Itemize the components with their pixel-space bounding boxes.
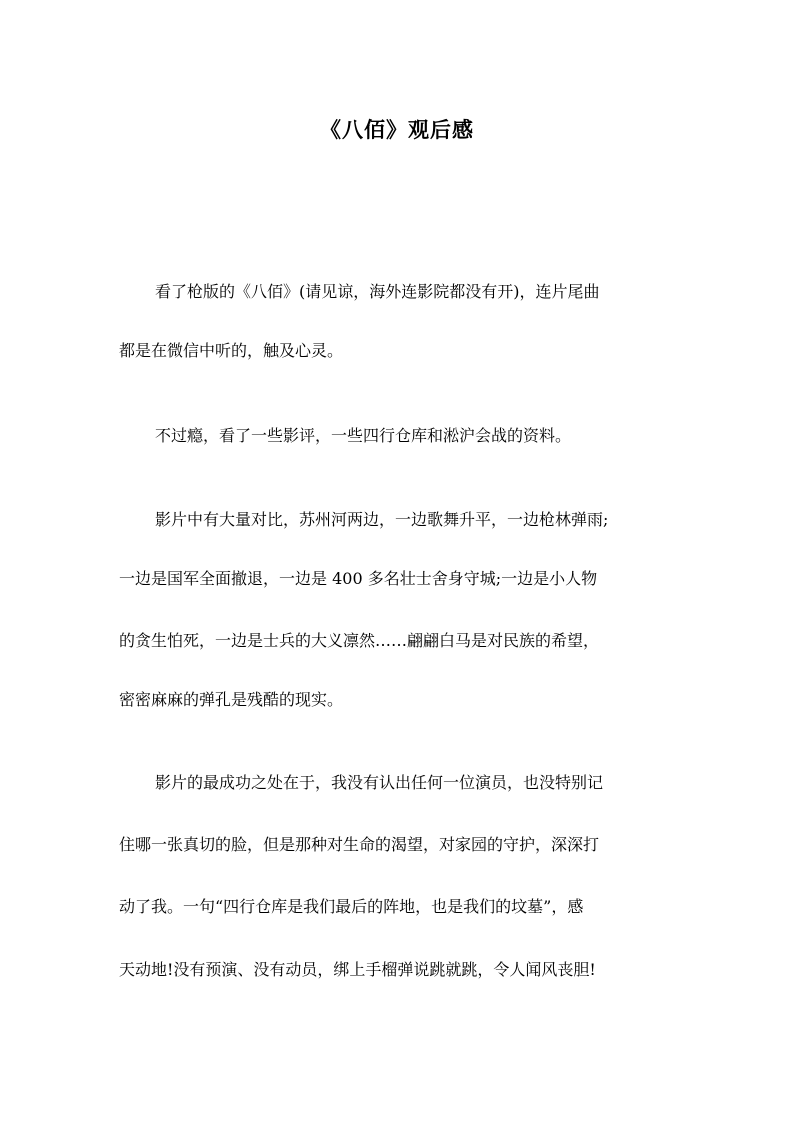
paragraph-3-line-1: 影片中有大量对比，苏州河两边，一边歌舞升平，一边枪林弹雨; bbox=[155, 510, 609, 529]
paragraph-2-line-1: 不过瘾，看了一些影评，一些四行仓库和淞沪会战的资料。 bbox=[155, 426, 572, 445]
paragraph-4-line-3: 动了我。一句“四行仓库是我们最后的阵地，也是我们的坟墓”，感 bbox=[119, 897, 584, 916]
paragraph-1-line-2: 都是在微信中听的，触及心灵。 bbox=[119, 341, 344, 360]
paragraph-3-line-2: 一边是国军全面撤退，一边是 400 多名壮士舍身守城;一边是小人物 bbox=[119, 569, 598, 588]
page-title: 《八佰》观后感 bbox=[320, 118, 474, 142]
paragraph-3-line-3: 的贪生怕死，一边是士兵的大义凛然……翩翩白马是对民族的希望， bbox=[119, 631, 600, 650]
paragraph-4-line-1: 影片的最成功之处在于，我没有认出任何一位演员，也没特别记 bbox=[155, 773, 604, 792]
paragraph-3-line-4: 密密麻麻的弹孔是残酷的现实。 bbox=[119, 690, 344, 709]
paragraph-4-line-4: 天动地!没有预演、没有动员，绑上手榴弹说跳就跳，令人闻风丧胆! bbox=[119, 960, 596, 979]
paragraph-4-line-2: 住哪一张真切的脸，但是那种对生命的渴望，对家园的守护，深深打 bbox=[119, 835, 600, 854]
paragraph-1-line-1: 看了枪版的《八佰》(请见谅，海外连影院都没有开)，连片尾曲 bbox=[155, 282, 600, 301]
